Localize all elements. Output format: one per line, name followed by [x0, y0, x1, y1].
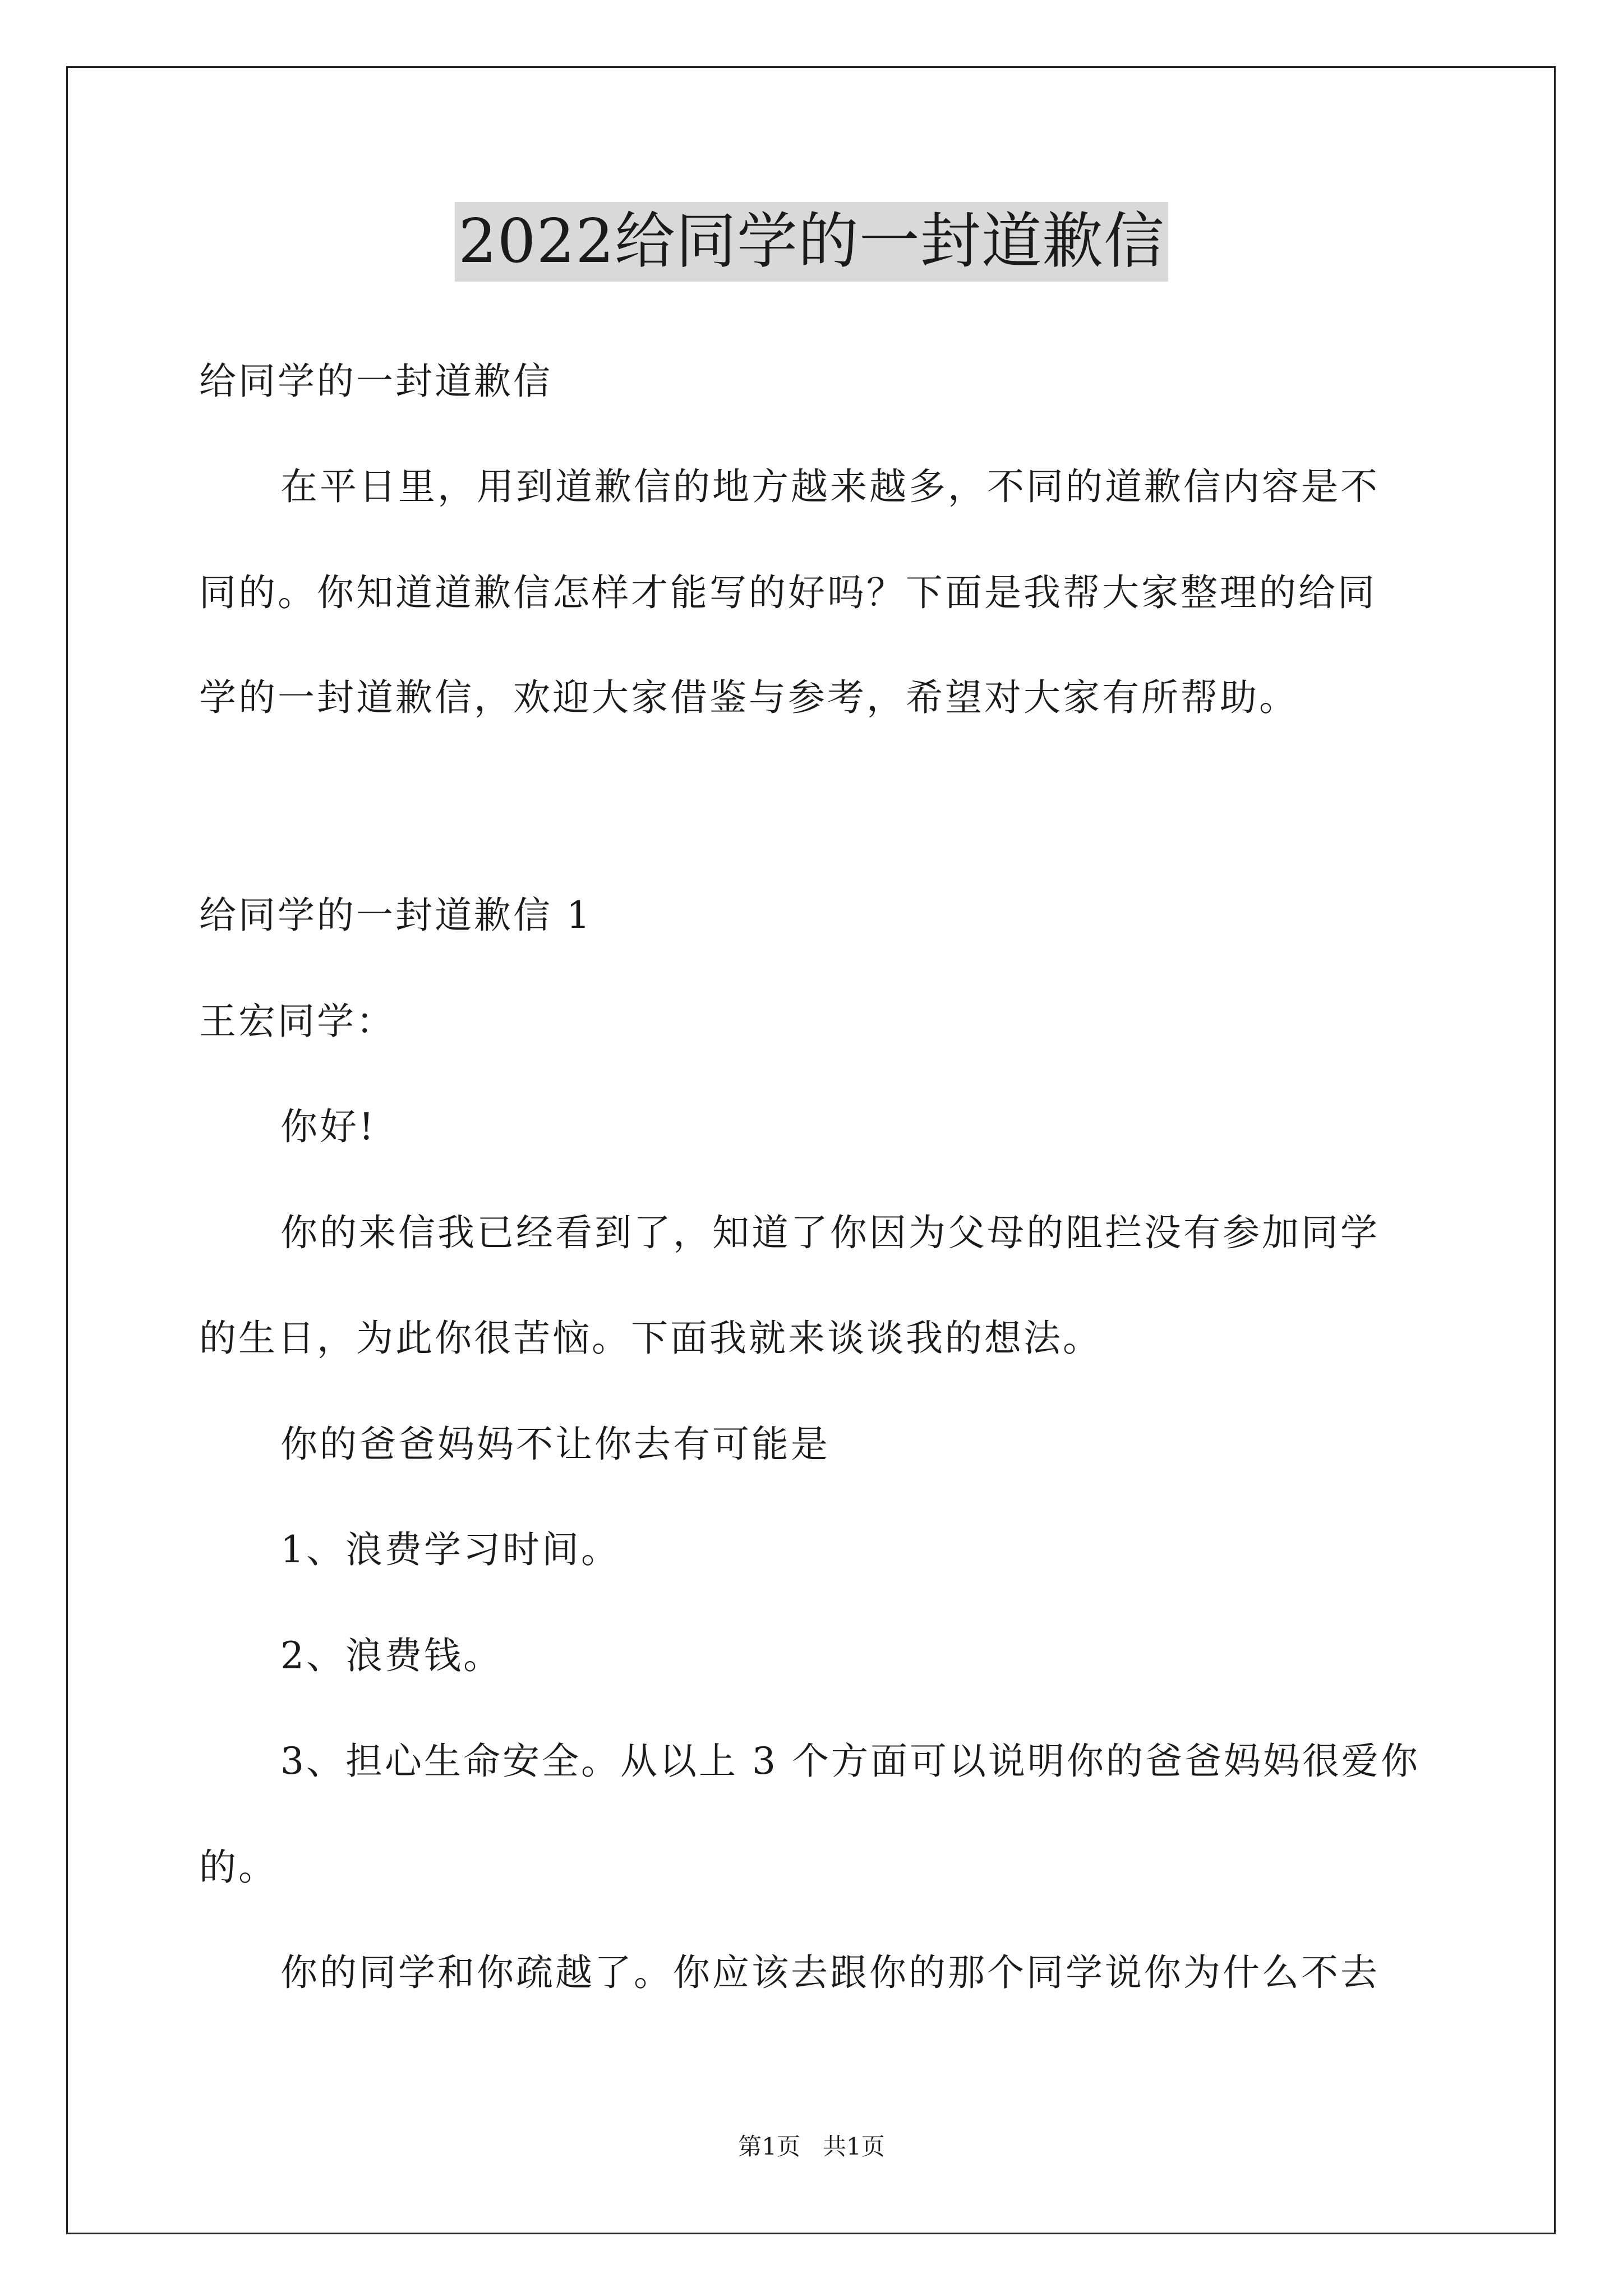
paragraph-line: 你的同学和你疏越了。你应该去跟你的那个同学说你为什么不去 — [280, 1951, 1380, 1994]
paragraph-line: 的。 — [199, 1846, 278, 1889]
paragraph-line: 的生日，为此你很苦恼。下面我就来谈谈我的想法。 — [199, 1317, 1102, 1360]
salutation: 王宏同学： — [199, 1000, 395, 1043]
subtitle-line: 给同学的一封道歉信 — [199, 360, 552, 403]
paragraph-line: 学的一封道歉信，欢迎大家借鉴与参考，希望对大家有所帮助。 — [199, 676, 1298, 719]
document-title: 2022给同学的一封道歉信 — [455, 202, 1168, 282]
list-item: 3、担心生命安全。从以上 3 个方面可以说明你的爸爸妈妈很爱你 — [280, 1740, 1420, 1783]
section-heading: 给同学的一封道歉信 1 — [199, 894, 592, 937]
page-footer: 第1页 共1页 — [738, 2133, 885, 2160]
paragraph-line: 在平日里，用到道歉信的地方越来越多，不同的道歉信内容是不 — [280, 465, 1380, 508]
list-item: 1、浪费学习时间。 — [280, 1528, 620, 1571]
paragraph-line: 同的。你知道道歉信怎样才能写的好吗？下面是我帮大家整理的给同 — [199, 571, 1377, 614]
paragraph-line: 你的爸爸妈妈不让你去有可能是 — [280, 1423, 830, 1466]
paragraph-line: 你的来信我已经看到了，知道了你因为父母的阻拦没有参加同学 — [280, 1211, 1380, 1254]
greeting: 你好! — [280, 1105, 376, 1148]
title-container — [0, 202, 1623, 282]
list-item: 2、浪费钱。 — [280, 1634, 502, 1677]
